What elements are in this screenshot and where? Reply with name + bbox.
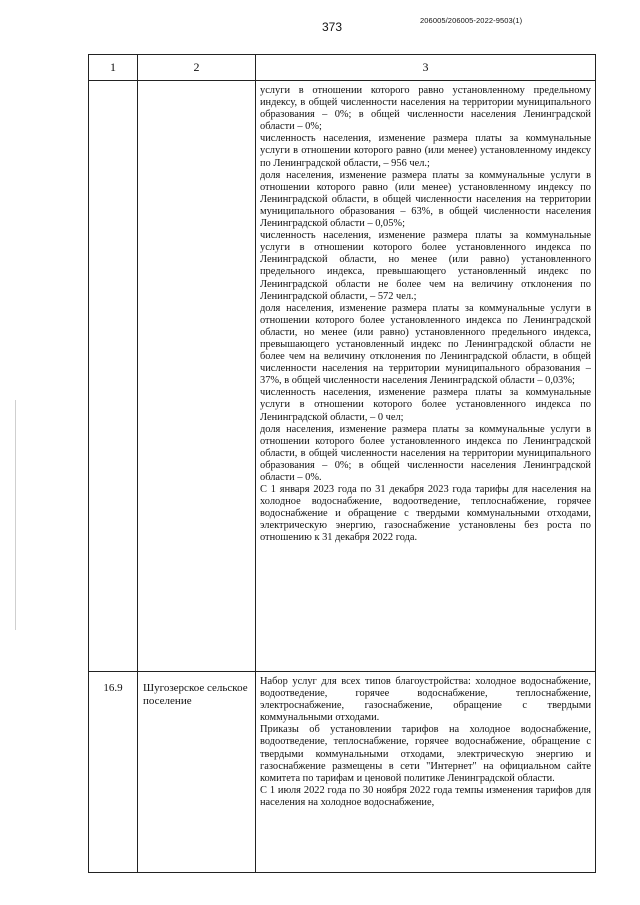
row-number: [89, 81, 138, 672]
paragraph: С 1 января 2023 года по 31 декабря 2023 года тарифы для населения на холодное водоснабжение, водоотведение, теплоснабжение, горячее водоснабжение и обращение с твердыми коммунальными отходами, электрическую энергию, газоснабжение установлены без роста по отношению к 31 декабря 2022 года.: [260, 484, 591, 544]
row-number: 16.9: [89, 672, 138, 873]
paragraph: численность населения, изменение размера платы за коммунальные услуги в отношении которого более установленного индекса по Ленинградской области, – 0 чел;: [260, 387, 591, 423]
paragraph: доля населения, изменение размера платы за коммунальные услуги в отношении которого равно (или менее) установленному индексу по Ленинградской области, в общей численности населения на территории муниципального образования – 63%, в общей численности населения Ленинградской области – 0,05%;: [260, 169, 591, 230]
column-header-2: 2: [138, 55, 256, 81]
page-number: 373: [321, 20, 343, 34]
paragraph: доля населения, изменение размера платы за коммунальные услуги в отношении которого более установленного индекса по Ленинградской области, в общей численности населения на территории муниципального образования – 0%; в общей численности населения Ленинградской области – 0%.: [260, 423, 591, 483]
paragraph: доля населения, изменение размера платы за коммунальные услуги в отношении которого более установленного индекса по Ленинградской области, но менее (или равно) установленного предельного индекса, превышающего установленный индекс по Ленинградской области не более чем на величину отклонения по Ленинградской области, в общей численности населения на территории муниципального образования – 37%, в общей численности населения Ленинградской области – 0,03%;: [260, 302, 591, 387]
table-row: [89, 672, 596, 873]
paragraph: численность населения, изменение размера платы за коммунальные услуги в отношении которого более установленного индекса по Ленинградской области, но менее (или равно) установленного предельного индекса, превышающего установленный индекс по Ленинградской области не более чем на величину отклонения по Ленинградской области, – 572 чел.;: [260, 230, 591, 302]
paragraph: Приказы об установлении тарифов на холодное водоснабжение, водоотведение, теплоснабжение, горячее водоснабжение, обращение с твердыми коммунальными отходами, электрическую энергию и газоснабжение размещены в сети "Интернет" на официальном сайте комитета по тарифам и ценовой политике Ленинградской области.: [260, 724, 591, 784]
paragraph: услуги в отношении которого равно установленному предельному индексу, в общей численности населения на территории муниципального образования – 0%; в общей численности населения Ленинградской области – 0%;: [260, 85, 591, 133]
settlement-name: Шугозерское сельское поселение: [138, 672, 256, 873]
tariff-table: [88, 54, 596, 873]
column-header-3: 3: [256, 55, 596, 81]
document-code: 206005/206005-2022-9503(1): [420, 16, 523, 25]
scan-artifact-line: [15, 400, 16, 630]
paragraph: С 1 июля 2022 года по 30 ноября 2022 года темпы изменения тарифов для населения на холодное водоснабжение,: [260, 784, 591, 808]
settlement-name: [138, 81, 256, 672]
tariff-description: [256, 81, 596, 672]
paragraph: Набор услуг для всех типов благоустройства: холодное водоснабжение, водоотведение, горячее водоснабжение, теплоснабжение, электроснабжение, газоснабжение, обращение с твердыми коммунальными отходами.: [260, 676, 591, 724]
column-header-1: 1: [89, 55, 138, 81]
table-header-row: [89, 55, 596, 81]
tariff-description: [256, 672, 596, 873]
table-row: [89, 81, 596, 672]
paragraph: численность населения, изменение размера платы за коммунальные услуги в отношении которого равно (или менее) установленному индексу по Ленинградской области, – 956 чел.;: [260, 133, 591, 169]
